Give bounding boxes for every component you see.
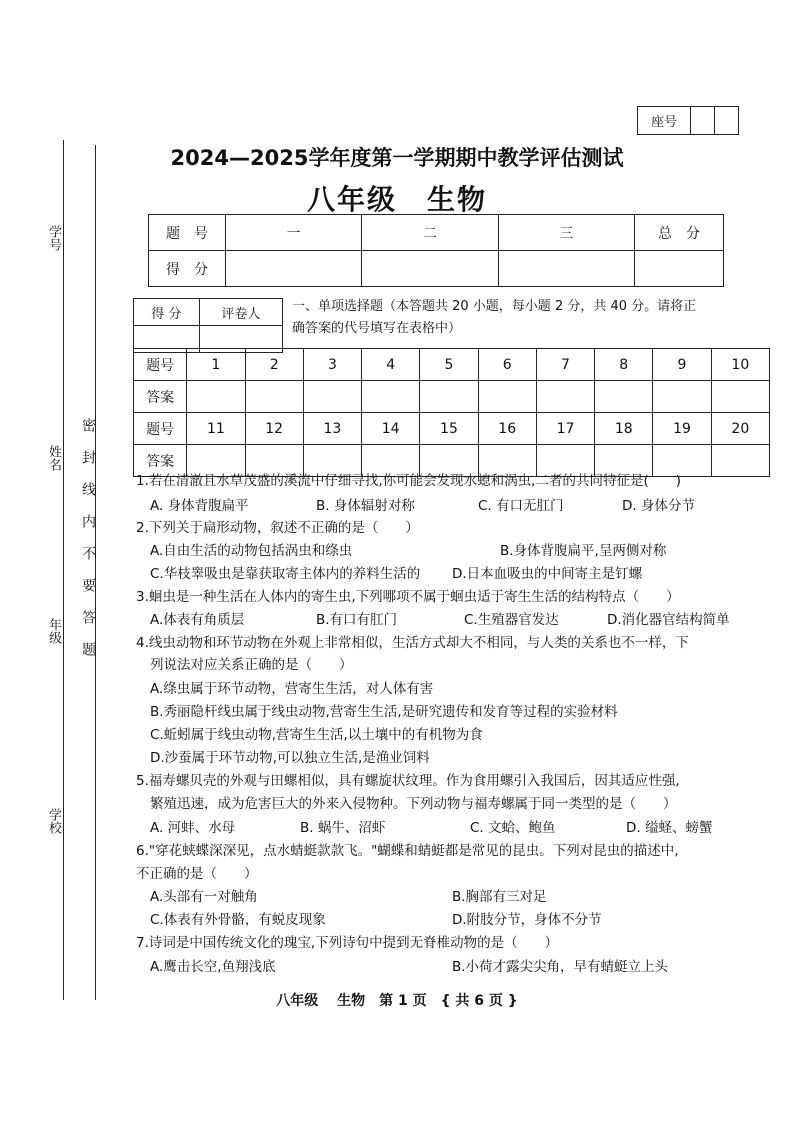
question-option: C.华枝睾吸虫是靠获取寄主体内的养料生活的 [150, 566, 421, 582]
question-stem: 2.下列关于扁形动物，叙述不正确的是（ ） [136, 520, 419, 536]
answer-table-answer-label: 答案 [134, 381, 187, 413]
answer-table-row-label: 题号 [134, 349, 187, 381]
score-table-header: 三 [498, 215, 634, 251]
binding-line-left [63, 140, 64, 1000]
question-option: C. 有口无肛门 [478, 498, 564, 514]
grader-box [133, 298, 283, 353]
question-option: D.附肢分节，身体不分节 [452, 912, 602, 928]
question-number: 14 [362, 413, 420, 445]
student-no-label: 学号 [46, 225, 61, 251]
answer-cell[interactable] [711, 445, 769, 477]
question-stem-continued: 繁殖迅速，成为危害巨大的外来入侵物种。下列动物与福寿螺属于同一类型的是（ ） [150, 796, 677, 812]
answer-cell[interactable] [595, 381, 653, 413]
answer-cell[interactable] [187, 381, 245, 413]
answer-cell[interactable] [362, 381, 420, 413]
question-option: C. 文蛤、鲍鱼 [470, 820, 556, 836]
seat-number-cell[interactable] [715, 107, 738, 134]
question-stem: 5.福寿螺贝壳的外观与田螺相似，具有螺旋状纹理。作为食用螺引入我国后，因其适应性强, [136, 773, 680, 789]
question-number: 8 [595, 349, 653, 381]
question-option: C.体表有外骨骼，有蜕皮现象 [150, 912, 326, 928]
seat-number-box [637, 106, 739, 135]
section-title-line: 一、单项选择题（本答题共 20 小题，每小题 2 分，共 40 分。请将正 [292, 299, 697, 314]
score-cell[interactable] [635, 251, 724, 287]
question-number: 4 [362, 349, 420, 381]
question-option: A.绦虫属于环节动物，营寄生生活，对人体有害 [150, 681, 434, 697]
score-cell[interactable] [362, 251, 498, 287]
question-option: D.日本血吸虫的中间寄主是钉螺 [452, 566, 643, 582]
score-table-header: 题 号 [149, 215, 226, 251]
question-number: 6 [478, 349, 536, 381]
score-table-header: 二 [362, 215, 498, 251]
question-number: 16 [478, 413, 536, 445]
question-number: 19 [653, 413, 711, 445]
question-number: 20 [711, 413, 769, 445]
answer-cell[interactable] [245, 381, 303, 413]
question-number: 17 [536, 413, 594, 445]
question-stem: 6."穿花蛱蝶深深见，点水蜻蜓款款飞。"蝴蝶和蜻蜓都是常见的昆虫。下列对昆虫的描述中, [136, 843, 679, 859]
score-table-header: 一 [226, 215, 362, 251]
question-stem-continued: 不正确的是（ ） [136, 866, 258, 882]
question-number: 11 [187, 413, 245, 445]
score-table [148, 214, 724, 287]
question-number: 15 [420, 413, 478, 445]
score-cell[interactable] [226, 251, 362, 287]
name-label: 姓名 [46, 445, 61, 471]
question-number: 5 [420, 349, 478, 381]
question-number: 13 [303, 413, 361, 445]
seat-number-cell[interactable] [691, 107, 715, 134]
question-option: B.胸部有三对足 [452, 889, 547, 905]
question-option: B.身体背腹扁平,呈两侧对称 [500, 543, 667, 559]
question-stem: 3.蛔虫是一种生活在人体内的寄生虫,下列哪项不属于蛔虫适于寄生生活的结构特点（ ） [136, 589, 680, 605]
question-number: 1 [187, 349, 245, 381]
answer-table [133, 348, 770, 477]
seal-line-text: 密 封 线 内 不 要 答 题 [80, 418, 96, 658]
question-number: 9 [653, 349, 711, 381]
section-instructions [292, 296, 752, 340]
question-option: B. 蜗牛、沼虾 [300, 820, 386, 836]
answer-cell[interactable] [536, 381, 594, 413]
question-option: B.有口有肛门 [316, 612, 398, 628]
question-number: 10 [711, 349, 769, 381]
answer-cell[interactable] [420, 381, 478, 413]
question-number: 2 [245, 349, 303, 381]
question-option: D. 缢蛏、螃蟹 [626, 820, 713, 836]
score-cell[interactable] [498, 251, 634, 287]
score-table-header: 总 分 [635, 215, 724, 251]
answer-table-row-label: 题号 [134, 413, 187, 445]
score-row-label: 得 分 [149, 251, 226, 287]
question-option: D. 身体分节 [622, 498, 695, 514]
answer-cell[interactable] [303, 381, 361, 413]
question-stem: 4.线虫动物和环节动物在外观上非常相似，生活方式却大不相同，与人类的关系也不一样，下 [136, 635, 689, 651]
answer-cell[interactable] [478, 381, 536, 413]
page-footer: 八年级 生物 第 1 页 { 共 6 页 } [276, 993, 518, 1009]
school-label: 学校 [46, 808, 61, 834]
question-option: B.小荷才露尖尖角，早有蜻蜓立上头 [452, 959, 669, 975]
question-number: 12 [245, 413, 303, 445]
question-option: A.头部有一对触角 [150, 889, 258, 905]
question-option: A.鹰击长空,鱼翔浅底 [150, 959, 276, 975]
question-option: A. 身体背腹扁平 [150, 498, 249, 514]
answer-cell[interactable] [653, 381, 711, 413]
question-option: A.自由生活的动物包括涡虫和绦虫 [150, 543, 353, 559]
question-stem: 7.诗词是中国传统文化的瑰宝,下列诗句中提到无脊椎动物的是（ ） [136, 935, 559, 951]
question-option: D.沙蚕属于环节动物,可以独立生活,是渔业饲料 [150, 750, 430, 766]
seat-number-label: 座号 [638, 107, 691, 134]
grader-name-label: 评卷人 [199, 299, 282, 326]
answer-table-answer-label: 答案 [134, 445, 187, 477]
question-stem: 1.若在清澈且水草茂盛的溪流中仔细寻找,你可能会发现水螅和涡虫,二者的共同特征是( ) [136, 473, 681, 489]
question-option: D.消化器官结构简单 [607, 612, 730, 628]
question-option: C.生殖器官发达 [464, 612, 559, 628]
answer-cell[interactable] [711, 381, 769, 413]
question-stem-continued: 列说法对应关系正确的是（ ） [150, 657, 353, 673]
question-option: B.秀丽隐杆线虫属于线虫动物,营寄生生活,是研究遗传和发育等过程的实验材料 [150, 704, 618, 720]
exam-subtitle: 八年级 生物 [306, 183, 487, 216]
section-title-line: 确答案的代号填写在表格中） [292, 321, 462, 336]
exam-title: 2024—2025学年度第一学期期中教学评估测试 [170, 146, 624, 170]
question-option: A.体表有角质层 [150, 612, 245, 628]
question-option: B. 身体辐射对称 [316, 498, 415, 514]
question-number: 7 [536, 349, 594, 381]
grader-score-label: 得 分 [134, 299, 200, 326]
question-option: C.蚯蚓属于线虫动物,营寄生生活,以土壤中的有机物为食 [150, 727, 483, 743]
question-number: 18 [595, 413, 653, 445]
grade-label: 年级 [46, 618, 61, 644]
question-option: A. 河蚌、水母 [150, 820, 236, 836]
question-number: 3 [303, 349, 361, 381]
